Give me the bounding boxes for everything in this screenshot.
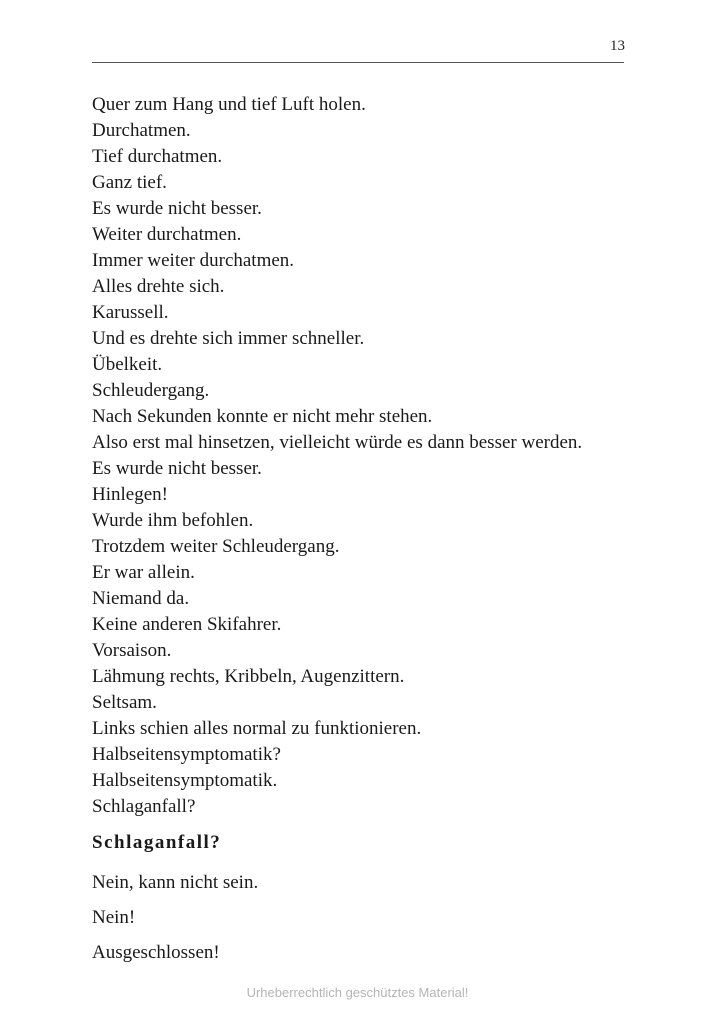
text-line: Und es drehte sich immer schneller. [92, 328, 365, 349]
text-line: Hinlegen! [92, 484, 168, 505]
text-line: Karussell. [92, 302, 169, 323]
page-number: 13 [610, 38, 625, 54]
text-line: Ganz tief. [92, 172, 167, 193]
text-line: Es wurde nicht besser. [92, 458, 262, 479]
text-line: Schlaganfall? [92, 796, 196, 817]
text-line: Durchatmen. [92, 120, 191, 141]
paragraph: Nein, kann nicht sein. [92, 872, 259, 893]
body-text [92, 92, 624, 975]
text-line: Übelkeit. [92, 354, 163, 375]
text-line: Immer weiter durchatmen. [92, 250, 295, 271]
text-line: Tief durchatmen. [92, 146, 223, 167]
text-line: Nach Sekunden konnte er nicht mehr stehen. [92, 406, 433, 427]
text-line: Seltsam. [92, 692, 157, 713]
copyright-watermark: Urheberrechtlich geschütztes Material! [246, 985, 469, 1000]
text-line: Schleudergang. [92, 380, 210, 401]
text-line: Vorsaison. [92, 640, 172, 661]
text-line: Links schien alles normal zu funktionieren. [92, 718, 422, 739]
text-line: Halbseitensymptomatik? [92, 744, 281, 765]
text-line: Wurde ihm befohlen. [92, 510, 254, 531]
section-heading: Schlaganfall? [92, 832, 222, 853]
text-line: Weiter durchatmen. [92, 224, 242, 245]
text-line: Quer zum Hang und tief Luft holen. [92, 94, 366, 115]
text-line: Niemand da. [92, 588, 190, 609]
text-line: Lähmung rechts, Kribbeln, Augenzittern. [92, 666, 405, 687]
text-line: Halbseitensymptomatik. [92, 770, 278, 791]
text-line: Alles drehte sich. [92, 276, 225, 297]
paragraph: Ausgeschlossen! [92, 942, 220, 963]
paragraph: Nein! [92, 907, 136, 928]
text-line: Keine anderen Skifahrer. [92, 614, 282, 635]
text-line: Er war allein. [92, 562, 195, 583]
header-rule [92, 62, 624, 63]
text-line: Es wurde nicht besser. [92, 198, 262, 219]
text-line: Trotzdem weiter Schleudergang. [92, 536, 340, 557]
text-line: Also erst mal hinsetzen, vielleicht würde es dann besser werden. [92, 432, 583, 453]
